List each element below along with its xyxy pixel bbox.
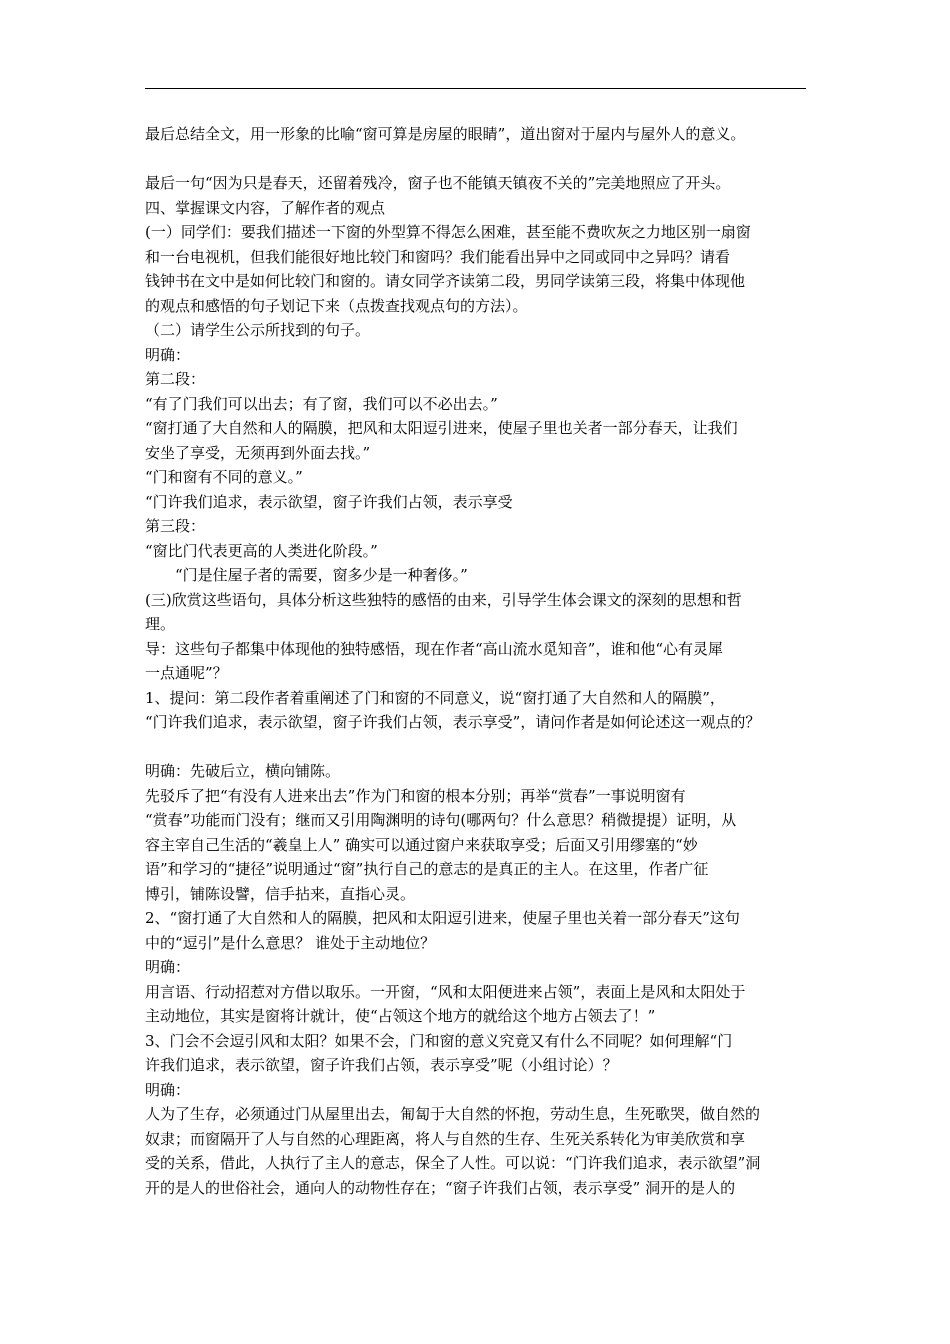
paragraph [145,637,817,686]
text-line: 奴隶；而窗隔开了人与自然的心理距离，将人与自然的生存、生死关系转化为审美欣赏和享 [145,1129,746,1148]
text-line: 第二段： [145,370,206,388]
text-line: “窗打通了大自然和人的隔膜，把风和太阳逗引进来，使屋子里也关者一部分春天，让我们 [145,419,738,437]
text-line: 容主宰自己生活的“羲皇上人” 确实可以通过窗户来获取享受；后面又引用缪塞的“妙 [145,835,698,854]
text-line: “门和窗有不同的意义。” [145,468,303,486]
text-line: 四、掌握课文内容，了解作者的观点 [145,198,386,217]
paragraph [145,367,817,392]
paragraph [145,1078,817,1103]
text-line: 人为了生存，必须通过门从屋里出去，匍匐于大自然的怀抱，劳动生息，生死歌哭，做自然的 [145,1105,761,1123]
paragraph [145,220,817,318]
paragraph [145,171,817,196]
document-body [145,122,817,1200]
text-line: 钱钟书在文中是如何比较门和窗的。请女同学齐读第二段，男同学读第三段，将集中体现他 [145,272,746,290]
paragraph [145,906,817,955]
text-line: 最后总结全文，用一形象的比喻“窗可算是房屋的眼睛”，道出窗对于屋内与屋外人的意义。 [145,125,746,143]
paragraph [145,759,817,784]
text-line: 1、提问：第二段作者着重阐述了门和窗的不同意义，说“窗打通了大自然和人的隔膜”， [145,688,725,707]
paragraph [145,318,817,343]
text-line: (三)欣赏这些语句，具体分析这些独特的感悟的由来，引导学生体会课文的深刻的思想和哲 [145,590,742,609]
text-line: 博引，铺陈设譬，信手拈来，直指心灵。 [145,884,416,903]
paragraph [145,122,817,147]
text-line: 明确： [145,958,191,976]
paragraph [145,784,817,907]
text-line: “门是住屋子者的需要，窗多少是一种奢侈。” [175,566,468,584]
text-line: 安坐了享受，无须再到外面去找。” [145,443,371,462]
paragraph [145,1102,817,1200]
paragraph [145,539,817,564]
paragraph [145,196,817,221]
paragraph [145,686,817,735]
paragraph [145,588,817,637]
text-line: 受的关系，借此，人执行了主人的意志，保全了人性。可以说：“门许我们追求，表示欲望”洞 [145,1154,761,1172]
text-line: 许我们追求，表示欲望，窗子许我们占领，表示享受”呢（小组讨论）？ [145,1056,618,1074]
text-line: 先驳斥了把“有没有人进来出去”作为门和窗的根本分别；再举“赏春”一事说明窗有 [145,786,686,805]
text-line: (一）同学们：要我们描述一下窗的外型算不得怎么困难，甚至能不费吹灰之力地区别一扇窗 [145,223,751,241]
text-line: 明确：先破后立，横向铺陈。 [145,762,341,780]
text-line: “赏春”功能而门没有；继而又引用陶渊明的诗句(哪两句？什么意思？稍微提提）证明，从 [145,811,737,829]
text-line: （二）请学生公示所找到的句子。 [145,321,371,339]
text-line: 语”和学习的“捷径”说明通过“窗”执行自己的意志的是真正的主人。在这里，作者广征 [145,860,709,878]
paragraph [145,514,817,539]
header-rule [145,88,806,89]
text-line: 一点通呢”？ [145,664,228,682]
text-line: 2、“窗打通了大自然和人的隔膜，把风和太阳逗引进来，使屋子里也关着一部分春天”这句 [145,909,740,927]
paragraph [145,1029,817,1078]
text-line: 明确： [145,345,191,364]
text-line: 用言语、行动招惹对方借以取乐。一开窗，“风和太阳便进来占领”，表面上是风和太阳处于 [145,982,746,1001]
text-line: 的观点和感悟的句子划记下来（点拨查找观点句的方法）。 [145,296,528,315]
text-line: 导：这些句子都集中体现他的独特感悟，现在作者“高山流水觅知音”，谁和他“心有灵犀 [145,639,724,658]
text-line: 明确： [145,1080,191,1099]
paragraph [145,392,817,417]
text-line: “门许我们追求，表示欲望，窗子许我们占领，表示享受”，请问作者是如何论述这一观点的？ [145,713,761,731]
text-line: “窗比门代表更高的人类进化阶段。” [145,541,378,560]
text-line: 3、门会不会逗引风和太阳？如果不会，门和窗的意义究竟又有什么不同呢？如何理解“门 [145,1031,733,1050]
text-line: 第三段： [145,517,206,535]
text-line: “有了门我们可以出去；有了窗，我们可以不必出去。” [145,394,498,413]
text-line: 主动地位，其实是窗将计就计，使“占领这个地方的就给这个地方占领去了！” [145,1007,656,1025]
blank-line [145,147,817,172]
paragraph [145,343,817,368]
text-line: 中的“逗引”是什么意思？ 谁处于主动地位？ [145,933,436,952]
text-line: “门许我们追求，表示欲望，窗子许我们占领，表示享受 [145,492,513,511]
text-line: 和一台电视机，但我们能很好地比较门和窗吗？我们能看出异中之同或同中之异吗？请看 [145,247,731,266]
paragraph [145,416,817,465]
paragraph [145,980,817,1029]
blank-line [145,735,817,760]
paragraph [145,563,817,588]
text-line: 开的是人的世俗社会，通向人的动物性存在；“窗子许我们占领，表示享受” 洞开的是人的 [145,1178,736,1197]
text-line: 理。 [145,615,176,633]
paragraph [145,490,817,515]
paragraph [145,465,817,490]
paragraph [145,955,817,980]
text-line: 最后一句“因为只是春天，还留着残冷，窗子也不能镇天镇夜不关的”完美地照应了开头。 [145,174,731,192]
